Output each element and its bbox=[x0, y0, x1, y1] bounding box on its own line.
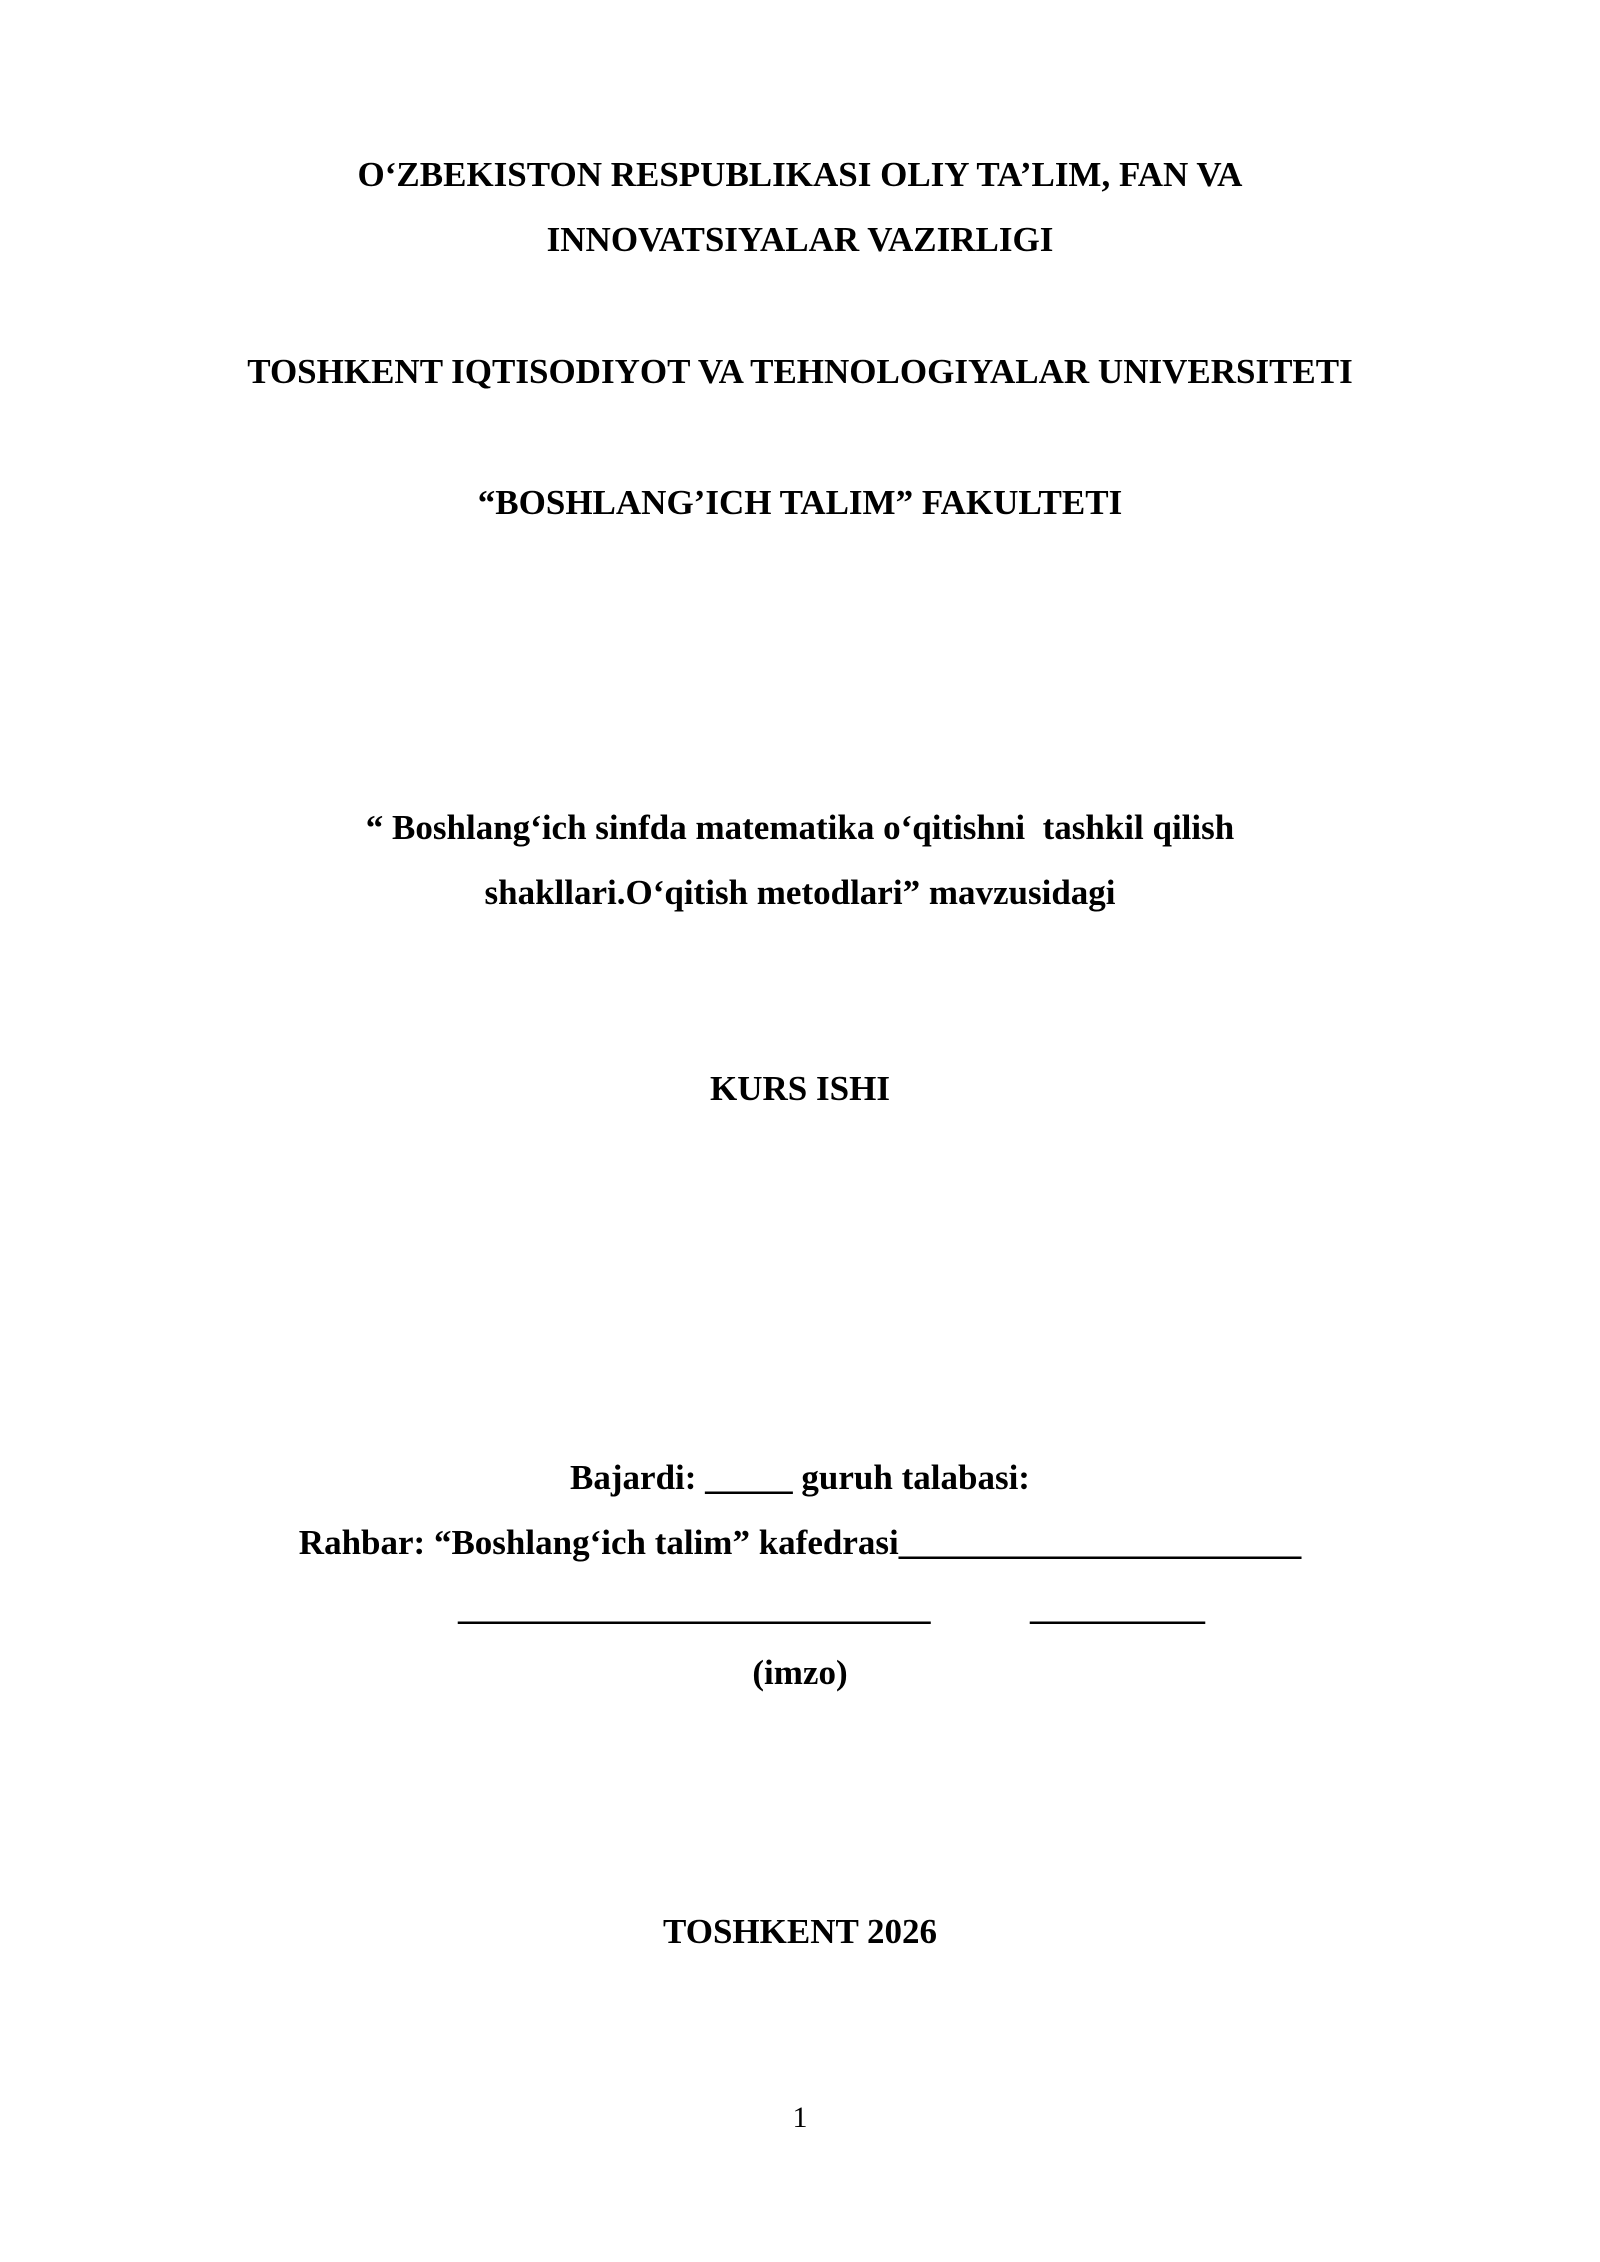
city-year: TOSHKENT 2026 bbox=[663, 1912, 937, 1951]
work-type-title: KURS ISHI bbox=[710, 1069, 890, 1108]
ministry-title-line-1: O‘ZBEKISTON RESPUBLIKASI OLIY TA’LIM, FAN VA bbox=[357, 155, 1243, 194]
supervisor-line: Rahbar: “Boshlang‘ich talim” kafedrasi_______________________ bbox=[298, 1523, 1302, 1562]
signature-label: (imzo) bbox=[752, 1653, 848, 1692]
ministry-title-line-2: INNOVATSIYALAR VAZIRLIGI bbox=[546, 220, 1054, 259]
topic-line-2: shakllari.O‘qitish metodlari” mavzusidagi bbox=[484, 873, 1116, 912]
performed-by-line: Bajardi: _____ guruh talabasi: bbox=[570, 1458, 1030, 1497]
faculty-name: “BOSHLANG’ICH TALIM” FAKULTETI bbox=[477, 483, 1123, 522]
topic-line-1: “ Boshlang‘ich sinfda matematika o‘qitishni tashkil qilish bbox=[365, 808, 1235, 847]
page-number: 1 bbox=[792, 2101, 808, 2134]
name-blank: ___________________________ bbox=[458, 1588, 931, 1627]
university-name: TOSHKENT IQTISODIYOT VA TEHNOLOGIYALAR UNIVERSITETI bbox=[247, 352, 1353, 391]
signature-blanks-row bbox=[0, 1586, 1600, 1630]
signature-blank: __________ bbox=[1030, 1588, 1205, 1627]
